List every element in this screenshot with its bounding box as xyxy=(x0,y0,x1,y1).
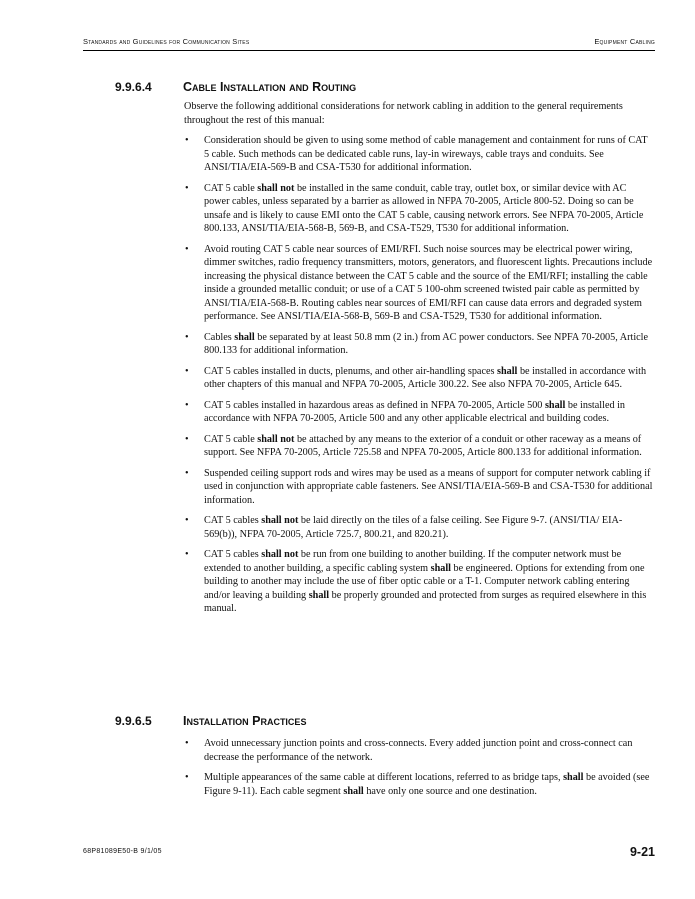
bullet-icon: • xyxy=(185,399,189,411)
bullet-text xyxy=(204,244,652,323)
section-number: 9.9.6.4 xyxy=(115,80,152,94)
bullet-item xyxy=(184,467,654,508)
text-run: Cables xyxy=(204,331,235,343)
text-run: be avoided (see Figure 9-11). Each cable segment xyxy=(204,772,650,797)
section-title: Cable Installation and Routing xyxy=(183,80,357,94)
header-rule xyxy=(83,50,655,51)
section-body xyxy=(184,737,654,805)
bullet-icon: • xyxy=(185,549,189,560)
bullet-icon: • xyxy=(185,738,189,749)
text-run: be properly grounded and protected from surges as required elsewhere in this manual. xyxy=(204,589,647,614)
header-left: Standards and Guidelines for Communication Sites xyxy=(83,37,250,46)
bullet-text xyxy=(204,400,625,425)
emphasis-text: shall xyxy=(343,785,364,797)
bullet-icon: • xyxy=(185,467,189,479)
bullet-icon: • xyxy=(185,772,189,783)
bullet-text xyxy=(204,135,647,173)
text-run: be laid directly on the tiles of a false ceiling. See Figure 9-7. (ANSI/TIA/ EIA-569(b)), NFPA 70-2005, Article 725.7, 800.21, and 820.21). xyxy=(204,515,623,540)
bullet-text xyxy=(204,549,646,614)
bullet-icon: • xyxy=(185,515,189,526)
bullet-icon: • xyxy=(185,331,189,343)
document-id: 68P81089E50-B 9/1/05 xyxy=(83,848,162,855)
text-run: CAT 5 cable xyxy=(204,433,258,445)
emphasis-text: shall xyxy=(544,399,566,411)
text-run: CAT 5 cable xyxy=(204,182,258,194)
text-run: Multiple appearances of the same cable at different locations, referred to as bridge taps, xyxy=(204,772,564,783)
text-run: Avoid unnecessary junction points and cross-connects. Every added junction point and cross-connect can decrease the performance of the network. xyxy=(204,738,633,763)
bullet-text xyxy=(204,366,646,391)
text-run: be separated by at least 50.8 mm (2 in.) from AC power conductors. See NPFA 70-2005, Article 800.133 for additional information. xyxy=(204,331,649,356)
text-run: CAT 5 cables installed in ducts, plenums, and other air-handling spaces xyxy=(204,365,497,377)
bullet-list xyxy=(184,737,654,798)
bullet-item xyxy=(184,365,654,392)
section-number: 9.9.6.5 xyxy=(115,714,152,728)
text-run: be installed in accordance with other chapters of this manual and NFPA 70-2005, Article 300.22. See also NFPA 70-2005, Article 645. xyxy=(204,365,647,390)
text-run: have only one source and one destination. xyxy=(363,785,537,797)
bullet-text xyxy=(204,468,652,506)
bullet-icon: • xyxy=(185,365,189,377)
running-footer xyxy=(83,845,655,861)
running-header xyxy=(83,37,655,49)
text-run: be run from one building to another building. If the computer network must be extended to another building, a specific cabling system xyxy=(204,549,622,574)
bullet-text xyxy=(204,434,642,459)
text-run: CAT 5 cables xyxy=(204,515,262,526)
text-run: CAT 5 cables installed in hazardous areas as defined in NFPA 70-2005, Article 500 xyxy=(204,399,545,411)
text-run: Avoid routing CAT 5 cable near sources of EMI/RFI. Such noise sources may be electrical power wiring, dimmer switches, radio frequency transmitters, motors, generators, and fluorescent lights. Precautions include increasing the physical distance between the CAT 5 cable and the source of the EMI/RFI; installing the cable inside a grounded metallic conduit; or use of a CAT 5 100-ohm screened twisted pair cable as permitted by ANSI/TIA/EIA-568-B. Routing cables near sources of EMI/RFI can cause data errors and degraded system performance. See ANSI/TIA/EIA-568-B, 569-B and CSA-T529, T530 for additional information. xyxy=(204,243,653,322)
bullet-text xyxy=(204,183,643,235)
emphasis-text: shall xyxy=(234,331,255,343)
section-intro: Observe the following additional considerations for network cabling in addition to the general requirements throughout the rest of this manual: xyxy=(184,101,623,126)
bullet-item xyxy=(184,243,654,324)
bullet-text xyxy=(204,772,649,797)
bullet-icon: • xyxy=(185,135,189,146)
text-run: be installed in accordance with NFPA 70-2005, Article 500 and any other applicable electrical and building codes. xyxy=(204,399,626,424)
page-number: 9-21 xyxy=(629,845,655,859)
section-body xyxy=(184,100,654,623)
emphasis-text: shall xyxy=(497,365,518,377)
header-right: Equipment Cabling xyxy=(594,37,655,46)
emphasis-text: shall not xyxy=(261,515,299,526)
emphasis-text: shall xyxy=(563,772,584,783)
text-run: Suspended ceiling support rods and wires may be used as a means of support for computer network cabling if used in conjunction with appropriate cable fasteners. See ANSI/TIA/EIA-569-B and CSA-T530 for additional information. xyxy=(204,467,653,506)
bullet-item xyxy=(184,548,654,616)
text-run: be installed in the same conduit, cable tray, outlet box, or similar device with AC power cables, unless separated by a barrier as allowed in NFPA 70-2005, Article 800-52. Doing so can be unsafe and is likely to cause EMI onto the CAT 5 cable, causing network errors. See NFPA 70-2005, Article 800.133, ANSI/TIA/EIA-568-B, 569-B, and CSA-T529, T530 for additional information. xyxy=(204,182,644,234)
bullet-icon: • xyxy=(185,433,189,445)
section-title: Installation Practices xyxy=(183,714,307,728)
emphasis-text: shall not xyxy=(257,182,295,194)
text-run: be engineered. Options for extending from one building to another may include the use of fiber optic cable or a T-1. Computer network cabling entering and/or leaving a building xyxy=(204,562,645,601)
bullet-icon: • xyxy=(185,243,189,255)
bullet-list xyxy=(184,134,654,616)
emphasis-text: shall not xyxy=(261,549,299,560)
text-run: Consideration should be given to using some method of cable management and containment for runs of CAT 5 cable. Such methods can be dedicated cable runs, lay-in wireways, cable trays and conduits. See ANSI/TIA/EIA-569-B and CSA-T530 for additional information. xyxy=(204,135,648,173)
emphasis-text: shall xyxy=(430,562,451,574)
bullet-text xyxy=(204,332,648,357)
bullet-text xyxy=(204,515,622,540)
bullet-text xyxy=(204,738,632,763)
bullet-item xyxy=(184,399,654,426)
bullet-item xyxy=(184,433,654,460)
bullet-item xyxy=(184,771,654,798)
bullet-item xyxy=(184,182,654,236)
emphasis-text: shall xyxy=(308,589,330,601)
bullet-icon: • xyxy=(185,182,189,194)
bullet-item xyxy=(184,514,654,541)
bullet-item xyxy=(184,331,654,358)
bullet-item xyxy=(184,134,654,175)
emphasis-text: shall not xyxy=(257,433,295,445)
bullet-item xyxy=(184,737,654,764)
text-run: be attached by any means to the exterior of a conduit or other raceway as a means of support. See NFPA 70-2005, Article 725.58 and NPFA 70-2005, Article 800.133 for additional information. xyxy=(204,433,642,458)
text-run: CAT 5 cables xyxy=(204,549,262,560)
